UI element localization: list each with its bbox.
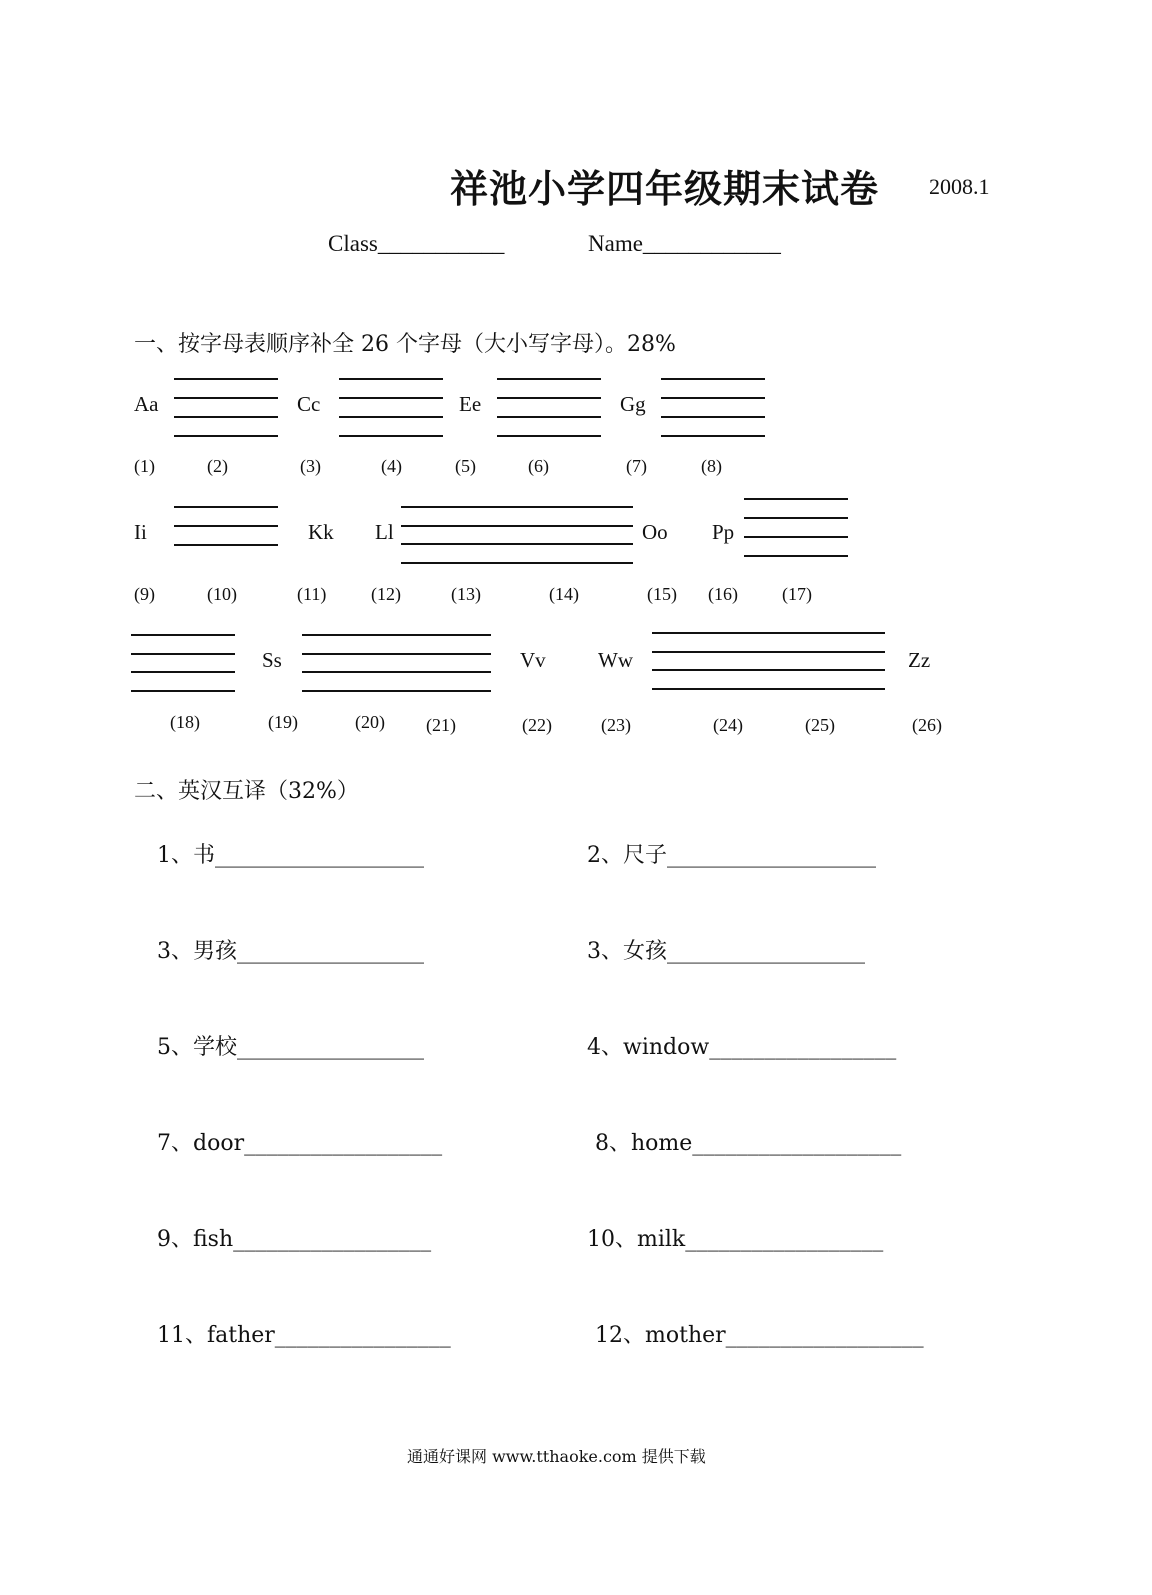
exam-date: 2008.1 [929,174,990,199]
blank-number: (8) [701,456,722,476]
letter-pp: Pp [712,520,735,544]
blank-number: (13) [451,584,481,604]
letter-ee: Ee [459,392,482,416]
class-field[interactable]: Class___________ [328,231,505,256]
blank-number: (19) [268,712,298,732]
blank-number: (3) [300,456,321,476]
name-field[interactable]: Name____________ [588,231,781,256]
blank-number: (24) [713,715,743,735]
blank-number: (4) [381,456,402,476]
letter-zz: Zz [908,648,931,672]
translation-item[interactable]: 7、door__________________ [157,1131,443,1156]
blank-number: (18) [170,712,200,732]
blank-number: (6) [528,456,549,476]
footer-text: 通通好课网 www.tthaoke.com 提供下载 [407,1447,706,1466]
translation-item[interactable]: 8、home___________________ [595,1131,902,1156]
translation-item[interactable]: 1、书___________________ [157,843,424,868]
blank-number: (9) [134,584,155,604]
translation-item[interactable]: 9、fish__________________ [157,1227,432,1252]
blank-number: (23) [601,715,631,735]
letter-ll: Ll [375,520,394,544]
translation-item[interactable]: 4、window_________________ [587,1035,897,1060]
blank-number: (17) [782,584,812,604]
letter-gg: Gg [620,392,646,416]
section2-heading: 二、英汉互译（32%） [134,779,359,804]
translation-item[interactable]: 2、尺子___________________ [587,843,876,868]
blank-number: (22) [522,715,552,735]
page-title: 祥池小学四年级期末试卷 [450,166,880,211]
letter-kk: Kk [308,520,334,544]
blank-number: (5) [455,456,476,476]
blank-number: (12) [371,584,401,604]
blank-number: (2) [207,456,228,476]
letter-ss: Ss [262,648,282,672]
translation-item[interactable]: 3、男孩_________________ [157,939,424,964]
blank-number: (20) [355,712,385,732]
blank-number: (25) [805,715,835,735]
blank-number: (15) [647,584,677,604]
section1-heading: 一、按字母表顺序补全 26 个字母（大小写字母）。28% [134,332,676,357]
blank-number: (10) [207,584,237,604]
letter-cc: Cc [297,392,321,416]
translation-item[interactable]: 12、mother__________________ [595,1323,924,1348]
translation-item[interactable]: 5、学校_________________ [157,1035,424,1060]
blank-number: (11) [297,584,327,604]
translation-item[interactable]: 11、father________________ [157,1323,451,1348]
blank-number: (26) [912,715,942,735]
translation-item[interactable]: 10、milk__________________ [587,1227,884,1252]
letter-ii: Ii [134,520,147,544]
letter-oo: Oo [642,520,668,544]
letter-aa: Aa [134,392,159,416]
blank-number: (16) [708,584,738,604]
letter-vv: Vv [520,648,546,672]
blank-number: (7) [626,456,647,476]
blank-number: (1) [134,456,155,476]
translation-item[interactable]: 3、女孩__________________ [587,939,865,964]
blank-number: (14) [549,584,579,604]
blank-number: (21) [426,715,456,735]
letter-ww: Ww [598,648,633,672]
